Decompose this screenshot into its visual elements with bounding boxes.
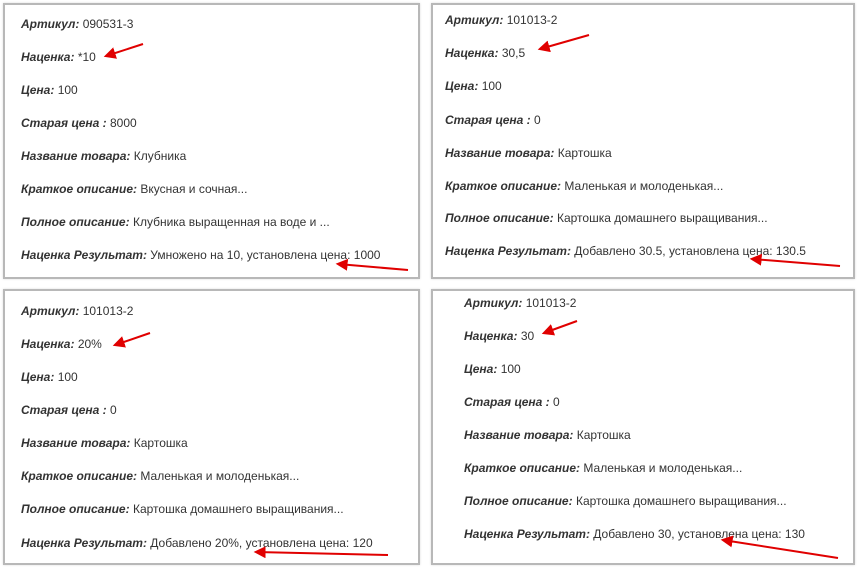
markup-value: 20% [77, 337, 102, 351]
short-description-row [464, 461, 742, 475]
markup-value: 30 [520, 329, 535, 343]
short-description-label: Краткое описание: [21, 182, 138, 196]
markup-row [464, 329, 534, 343]
product-name-label: Название товара: [21, 436, 131, 450]
short-description-row [21, 182, 247, 196]
markup-result-value: Умножено на 10, установлена цена: 1000 [150, 248, 381, 262]
old-price-row [21, 403, 117, 417]
price-label: Цена: [21, 370, 55, 384]
full-description-row [21, 502, 344, 516]
old-price-label: Старая цена : [445, 113, 531, 127]
old-price-value: 0 [552, 395, 560, 409]
markup-result-value: Добавлено 20%, установлена цена: 120 [150, 536, 373, 550]
short-description-row [21, 469, 299, 483]
short-description-row [445, 179, 723, 193]
sku-row [21, 304, 133, 318]
product-name-row [21, 149, 186, 163]
product-name-value: Клубника [133, 149, 187, 163]
markup-label: Наценка: [21, 337, 75, 351]
old-price-label: Старая цена : [464, 395, 550, 409]
markup-result-label: Наценка Результат: [445, 244, 571, 258]
price-row [445, 79, 502, 93]
price-label: Цена: [445, 79, 479, 93]
full-description-row [445, 211, 768, 225]
markup-result-label: Наценка Результат: [464, 527, 590, 541]
full-description-label: Полное описание: [21, 215, 130, 229]
product-name-row [445, 146, 612, 160]
product-name-value: Картошка [576, 428, 631, 442]
product-name-value: Картошка [133, 436, 188, 450]
price-row [21, 83, 78, 97]
price-label: Цена: [21, 83, 55, 97]
product-name-label: Название товара: [445, 146, 555, 160]
sku-value: 090531-3 [82, 17, 134, 31]
markup-result-row [445, 244, 806, 258]
price-value: 100 [57, 370, 78, 384]
short-description-value: Вкусная и сочная... [140, 182, 248, 196]
markup-result-value: Добавлено 30.5, установлена цена: 130.5 [574, 244, 806, 258]
markup-result-row [464, 527, 805, 541]
markup-row [445, 46, 525, 60]
markup-value: *10 [77, 50, 96, 64]
full-description-row [21, 215, 330, 229]
old-price-label: Старая цена : [21, 116, 107, 130]
sku-row [445, 13, 557, 27]
price-value: 100 [500, 362, 521, 376]
markup-label: Наценка: [445, 46, 499, 60]
old-price-row [464, 395, 560, 409]
sku-row [464, 296, 576, 310]
markup-label: Наценка: [464, 329, 518, 343]
price-label: Цена: [464, 362, 498, 376]
price-value: 100 [57, 83, 78, 97]
full-description-label: Полное описание: [464, 494, 573, 508]
markup-result-value: Добавлено 30, установлена цена: 130 [593, 527, 805, 541]
price-row [21, 370, 78, 384]
full-description-value: Картошка домашнего выращивания... [575, 494, 787, 508]
sku-label: Артикул: [21, 304, 80, 318]
sku-label: Артикул: [464, 296, 523, 310]
old-price-value: 8000 [109, 116, 137, 130]
short-description-value: Маленькая и молоденькая... [583, 461, 743, 475]
markup-result-label: Наценка Результат: [21, 536, 147, 550]
product-card-3 [3, 289, 420, 565]
markup-value: 30,5 [501, 46, 526, 60]
markup-row [21, 337, 102, 351]
short-description-value: Маленькая и молоденькая... [140, 469, 300, 483]
product-name-row [464, 428, 631, 442]
product-card-1 [3, 3, 420, 279]
full-description-value: Картошка домашнего выращивания... [132, 502, 344, 516]
old-price-value: 0 [533, 113, 541, 127]
sku-label: Артикул: [21, 17, 80, 31]
full-description-value: Картошка домашнего выращивания... [556, 211, 768, 225]
sku-value: 101013-2 [525, 296, 577, 310]
old-price-label: Старая цена : [21, 403, 107, 417]
short-description-label: Краткое описание: [464, 461, 581, 475]
full-description-value: Клубника выращенная на воде и ... [132, 215, 330, 229]
sku-value: 101013-2 [82, 304, 134, 318]
short-description-value: Маленькая и молоденькая... [564, 179, 724, 193]
old-price-row [21, 116, 137, 130]
full-description-row [464, 494, 787, 508]
product-card-4 [431, 289, 855, 565]
markup-result-row [21, 536, 373, 550]
product-name-label: Название товара: [464, 428, 574, 442]
short-description-label: Краткое описание: [21, 469, 138, 483]
short-description-label: Краткое описание: [445, 179, 562, 193]
product-name-value: Картошка [557, 146, 612, 160]
product-card-2 [431, 3, 855, 279]
old-price-row [445, 113, 541, 127]
sku-row [21, 17, 133, 31]
price-value: 100 [481, 79, 502, 93]
markup-result-row [21, 248, 380, 262]
markup-row [21, 50, 96, 64]
sku-label: Артикул: [445, 13, 504, 27]
full-description-label: Полное описание: [21, 502, 130, 516]
old-price-value: 0 [109, 403, 117, 417]
sku-value: 101013-2 [506, 13, 558, 27]
full-description-label: Полное описание: [445, 211, 554, 225]
markup-label: Наценка: [21, 50, 75, 64]
price-row [464, 362, 521, 376]
product-name-row [21, 436, 188, 450]
markup-result-label: Наценка Результат: [21, 248, 147, 262]
product-name-label: Название товара: [21, 149, 131, 163]
